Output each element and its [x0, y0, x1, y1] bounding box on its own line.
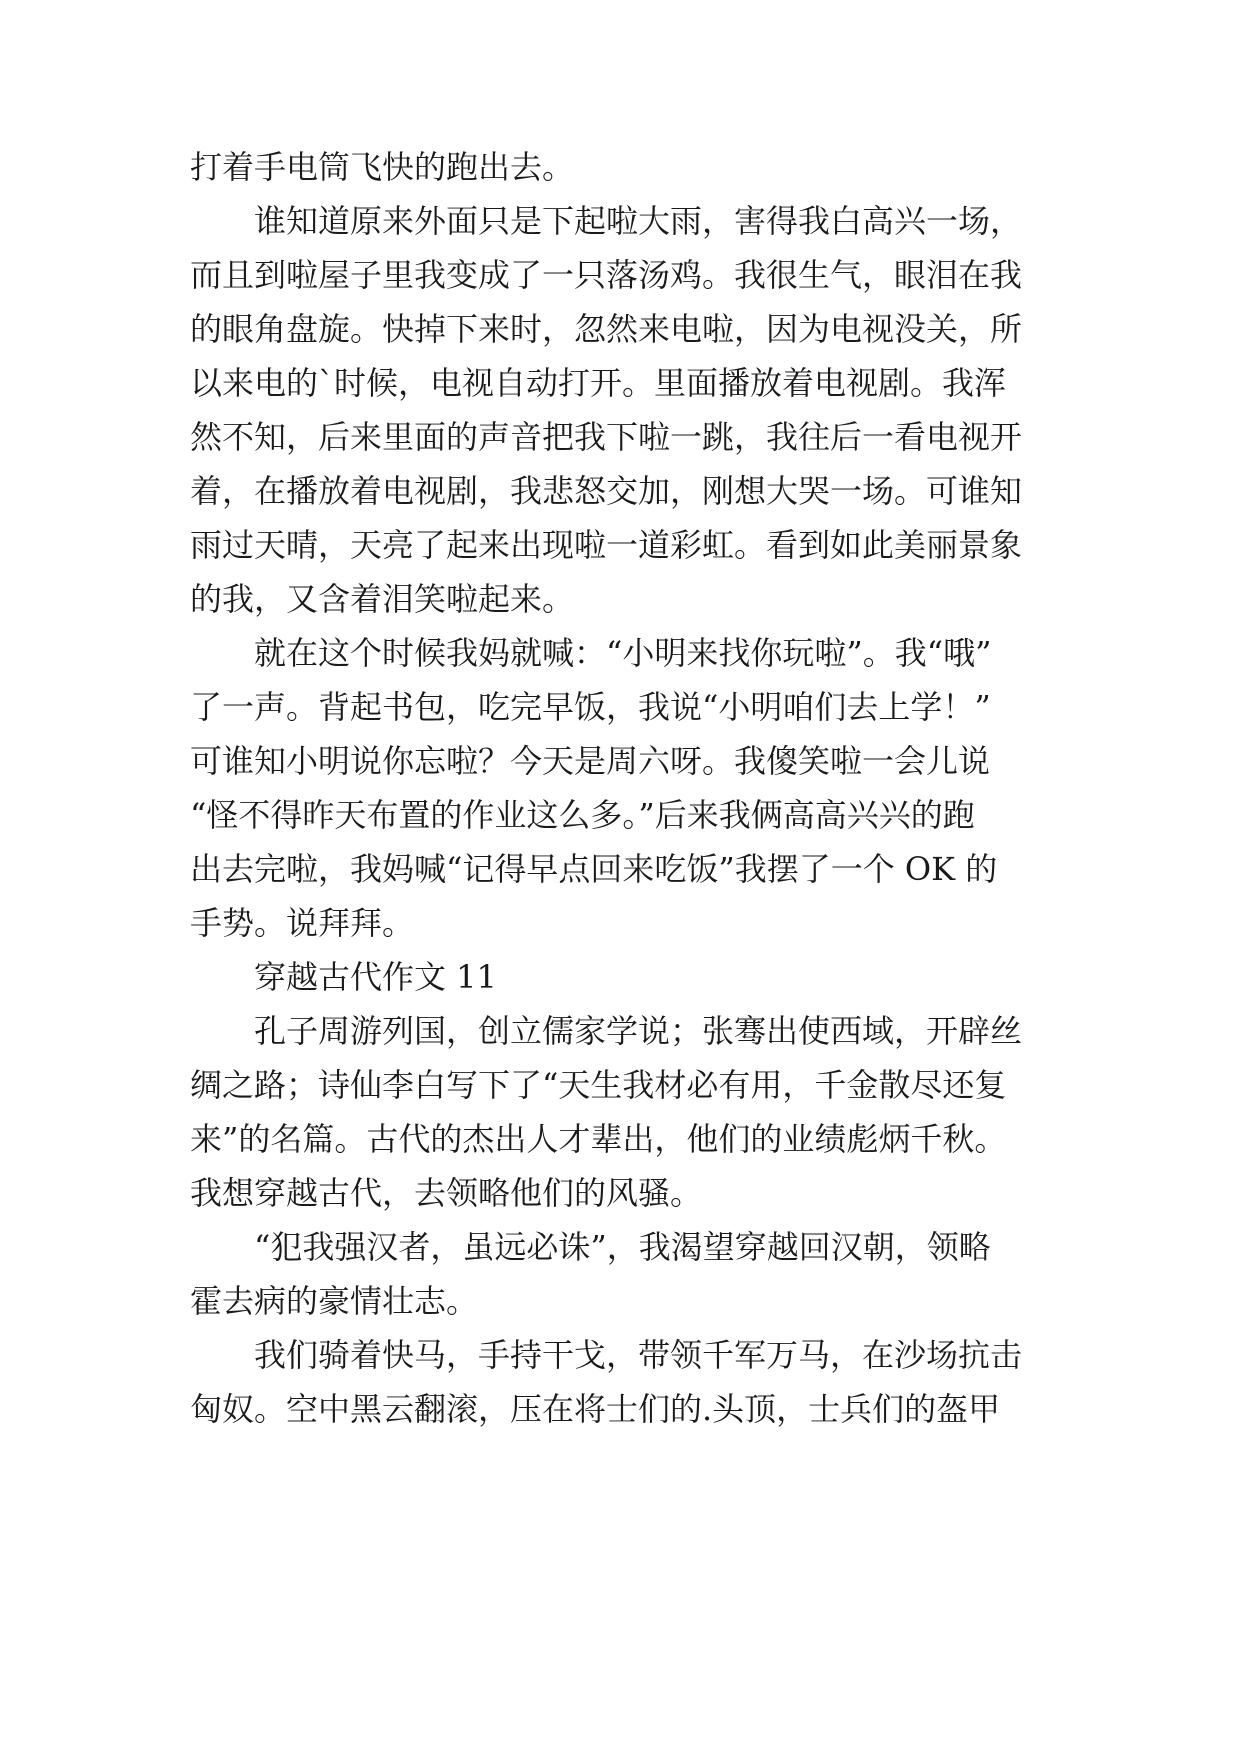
text-line: 然不知，后来里面的声音把我下啦一跳，我往后一看电视开 [190, 418, 1023, 456]
text-line: 绸之路；诗仙李白写下了“天生我材必有用，千金散尽还复 [190, 1066, 1007, 1104]
text-line: 我们骑着快马，手持干戈，带领千军万马，在沙场抗击 [190, 1336, 1023, 1374]
text-line: 孔子周游列国，创立儒家学说；张骞出使西域，开辟丝 [190, 1012, 1023, 1050]
text-line: “犯我强汉者，虽远必诛”，我渴望穿越回汉朝，领略 [190, 1228, 991, 1266]
text-line: 着，在播放着电视剧，我悲怒交加，刚想大哭一场。可谁知 [190, 472, 1023, 510]
text-line: 出去完啦，我妈喊“记得早点回来吃饭”我摆了一个 OK 的 [190, 850, 998, 888]
text-line: 而且到啦屋子里我变成了一只落汤鸡。我很生气，眼泪在我 [190, 256, 1023, 294]
text-line: 匈奴。空中黑云翻滚，压在将士们的.头顶，士兵们的盔甲 [190, 1390, 1001, 1428]
text-line: 打着手电筒飞快的跑出去。 [190, 148, 575, 186]
text-line: 来”的名篇。古代的杰出人才辈出，他们的业绩彪炳千秋。 [190, 1120, 1007, 1158]
text-line: 的眼角盘旋。快掉下来时，忽然来电啦，因为电视没关，所 [190, 310, 1023, 348]
text-line: 我想穿越古代，去领略他们的风骚。 [190, 1174, 703, 1212]
text-line: 手势。说拜拜。 [190, 904, 415, 942]
text-line: 以来电的`时候，电视自动打开。里面播放着电视剧。我浑 [190, 364, 1007, 402]
text-line: 雨过天晴，天亮了起来出现啦一道彩虹。看到如此美丽景象 [190, 526, 1023, 564]
text-line: 谁知道原来外面只是下起啦大雨，害得我白高兴一场， [190, 202, 1023, 240]
text-line: 了一声。背起书包，吃完早饭，我说“小明咱们去上学！” [190, 688, 991, 726]
text-line: “怪不得昨天布置的作业这么多。”后来我俩高高兴兴的跑 [190, 796, 975, 834]
text-line: 霍去病的豪情壮志。 [190, 1282, 479, 1320]
text-line: 的我，又含着泪笑啦起来。 [190, 580, 575, 618]
text-line: 就在这个时候我妈就喊：“小明来找你玩啦”。我“哦” [190, 634, 992, 672]
text-line: 可谁知小明说你忘啦？今天是周六呀。我傻笑啦一会儿说 [190, 742, 991, 780]
section-heading: 穿越古代作文 11 [190, 958, 497, 996]
